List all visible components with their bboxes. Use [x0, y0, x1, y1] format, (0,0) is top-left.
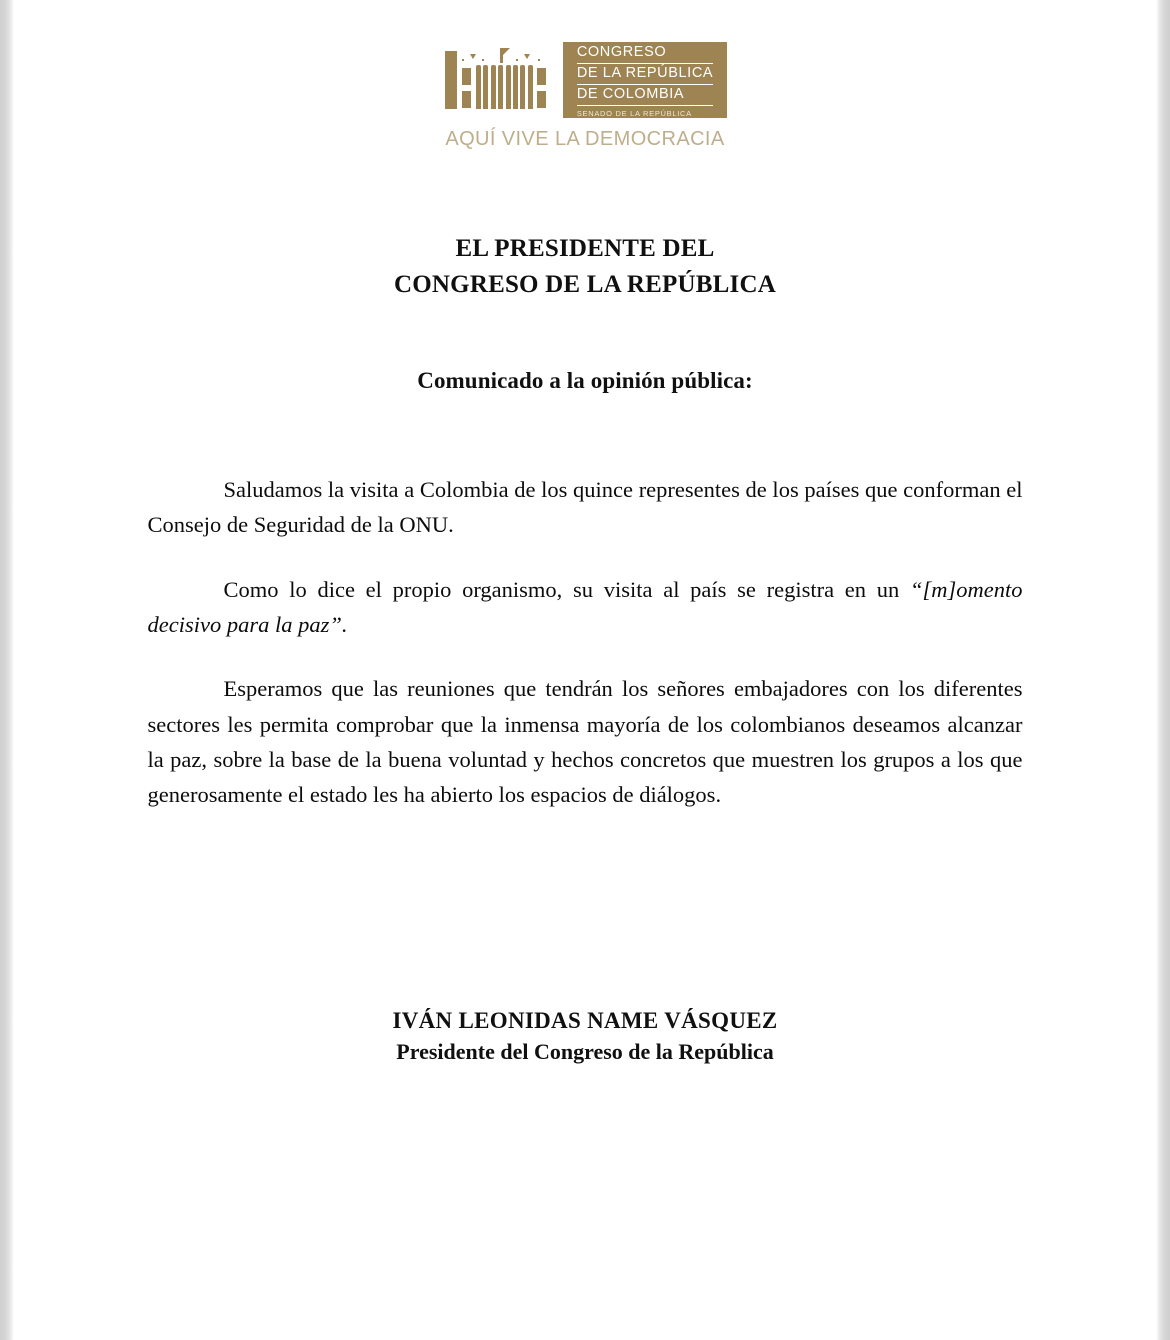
logo-panel-subtitle: SENADO DE LA REPÚBLICA [576, 109, 692, 119]
logo-panel-line-2: DE LA REPÚBLICA [577, 64, 713, 85]
document-title [14, 231, 1156, 302]
capitol-square-bottom-left [462, 91, 471, 108]
congreso-logo-mark [443, 42, 727, 118]
signature-block [14, 1008, 1156, 1065]
signature-role: Presidente del Congreso de la República [396, 1038, 774, 1064]
document-subject: Comunicado a la opinión pública: [417, 368, 753, 393]
logo-panel-line-1: CONGRESO [577, 43, 713, 64]
capitol-column-row [476, 65, 533, 109]
logo-tagline: AQUÍ VIVE LA DEMOCRACIA [445, 128, 725, 150]
title-line-2: CONGRESO DE LA REPÚBLICA [394, 270, 776, 298]
capitol-decoration-row [462, 48, 546, 64]
decoration-bird-icon [470, 54, 476, 59]
capitol-column [483, 65, 488, 109]
paragraph-2-text: Como lo dice el propio organismo, su visita al país se registra en un [223, 576, 910, 602]
body-paragraph-3: Esperamos que las reuniones que tendrán los señores embajadores con los diferentes sectores les permita comprobar que la inmensa mayoría de los colombianos deseamos alcanzar la paz, sobre la base de la buena voluntad y hechos concretos que muestren los grupos a los que generosamente el estado les ha abierto los espacios de diálogos. [147, 676, 1023, 808]
capitol-column [513, 65, 518, 109]
page-gutter-left [0, 0, 14, 1340]
logo-panel-line-3: DE COLOMBIA [577, 85, 713, 106]
decoration-flag-icon [500, 48, 503, 63]
document-body [148, 472, 1023, 813]
capitol-column [506, 65, 511, 109]
letterhead-logo [14, 0, 1156, 151]
capitol-column [528, 65, 533, 109]
decoration-dot [538, 59, 540, 61]
capitol-column [476, 65, 481, 109]
signature-name: IVÁN LEONIDAS NAME VÁSQUEZ [392, 1007, 778, 1033]
decoration-bird-icon [524, 54, 530, 59]
body-paragraph-2 [148, 572, 1023, 643]
decoration-dot [462, 59, 464, 61]
congreso-logo-panel [563, 42, 727, 118]
capitol-square-bottom-right [537, 91, 546, 108]
paragraph-2-quote: “[m]omento decisivo para la paz”. [147, 576, 1023, 637]
title-line-1: EL PRESIDENTE DEL [455, 235, 715, 262]
capitol-column [520, 65, 525, 109]
document-page [14, 0, 1156, 1340]
capitol-square-top-right [537, 68, 546, 85]
body-paragraph-1: Saludamos la visita a Colombia de los quince representes de los países que conforman el Consejo de Seguridad de la ONU. [147, 477, 1023, 538]
decoration-dot [482, 59, 484, 61]
capitol-left-bar [445, 51, 457, 109]
capitol-columns-icon [443, 42, 563, 118]
page-gutter-right [1156, 0, 1170, 1340]
capitol-column [491, 65, 496, 109]
capitol-square-top-left [462, 68, 471, 85]
decoration-dot [516, 59, 518, 61]
capitol-column [498, 65, 503, 109]
